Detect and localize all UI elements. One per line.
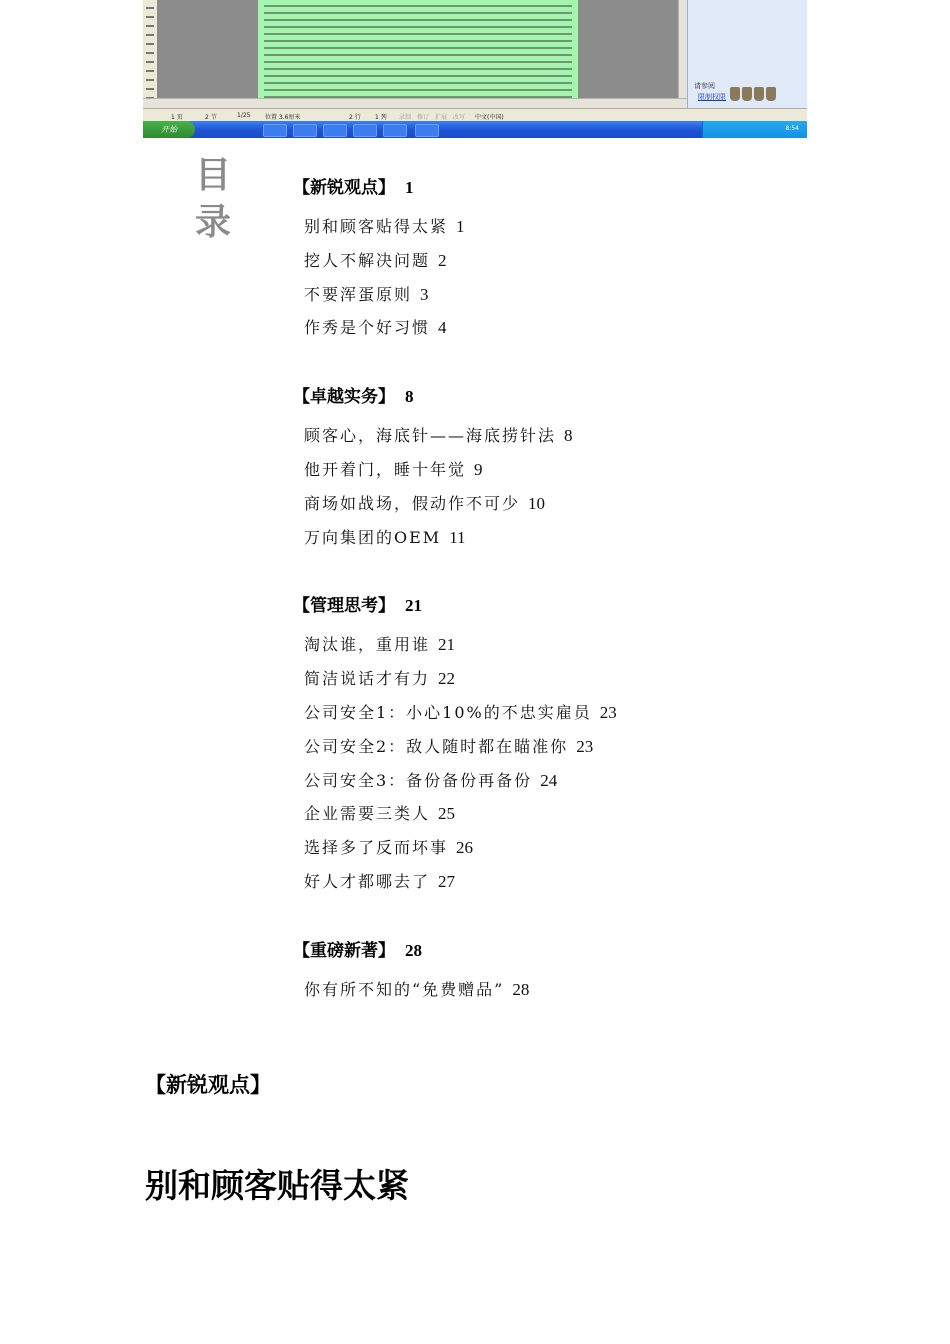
toc-entry-title: 淘汰谁，重用谁 bbox=[304, 635, 431, 655]
toc-entry-page: 3 bbox=[420, 284, 429, 304]
toc-entry-page: 11 bbox=[449, 527, 466, 547]
toc-entry-page: 21 bbox=[438, 635, 456, 655]
toc-entry-title: 别和顾客贴得太紧 bbox=[304, 217, 449, 236]
toc-section-heading[interactable] bbox=[293, 929, 813, 973]
left-toolbar bbox=[143, 0, 158, 98]
toc-entry-page: 9 bbox=[474, 459, 483, 479]
toc-section bbox=[293, 584, 813, 898]
toc-section-page: 28 bbox=[405, 940, 422, 960]
horizontal-scrollbar[interactable] bbox=[143, 98, 687, 108]
toc-entry-title: 选择多了反而坏事 bbox=[304, 838, 449, 858]
toc-entry[interactable] bbox=[293, 521, 813, 555]
toc-entry-page: 24 bbox=[540, 770, 558, 790]
toc-entry[interactable] bbox=[293, 797, 813, 831]
status-bar bbox=[143, 108, 807, 122]
status-mode-record[interactable]: 录制 bbox=[399, 114, 412, 121]
toc-section-heading[interactable] bbox=[293, 166, 813, 210]
toc-entry[interactable] bbox=[293, 628, 813, 662]
taskbar-window-button[interactable] bbox=[293, 124, 317, 137]
toc-section-heading[interactable] bbox=[293, 375, 813, 419]
toc-entry[interactable] bbox=[293, 419, 813, 453]
toc-section-page: 1 bbox=[405, 178, 414, 197]
toc-entry-title: 你有所不知的“免费赠品” bbox=[304, 979, 505, 999]
toc-entry[interactable] bbox=[293, 730, 813, 764]
toc-label bbox=[193, 152, 233, 246]
task-pane bbox=[687, 0, 807, 108]
status-line: 2 行 bbox=[349, 114, 361, 121]
toc-entry-page: 1 bbox=[456, 217, 465, 236]
toc-entry-page: 10 bbox=[528, 493, 546, 513]
toc-section-title: 【管理思考】 bbox=[293, 596, 395, 617]
toc-entry-page: 27 bbox=[438, 871, 456, 891]
taskbar-window-button[interactable] bbox=[323, 124, 347, 137]
document-workarea bbox=[157, 0, 685, 98]
status-section: 2 节 bbox=[205, 114, 217, 121]
table-of-contents bbox=[293, 166, 813, 1037]
status-page: 1 页 bbox=[171, 114, 183, 121]
toc-entry-title: 企业需要三类人 bbox=[304, 804, 431, 824]
status-mode-overtype[interactable]: 改写 bbox=[453, 114, 466, 121]
toc-entry[interactable] bbox=[293, 487, 813, 521]
toc-entry[interactable] bbox=[293, 311, 813, 345]
toc-entry-page: 4 bbox=[438, 318, 447, 338]
windows-taskbar bbox=[143, 121, 807, 138]
toc-entry[interactable] bbox=[293, 831, 813, 865]
status-position: 位置 3.6厘米 bbox=[265, 114, 301, 121]
toc-entry-page: 23 bbox=[599, 702, 617, 722]
toc-entry-title: 公司安全2：敌人随时都在瞄准你 bbox=[304, 736, 569, 756]
toc-section bbox=[293, 166, 813, 345]
toc-label-char: 目 bbox=[194, 154, 231, 196]
toc-entry-page: 22 bbox=[438, 669, 456, 689]
toc-entry-title: 顾客心，海底针——海底捞针法 bbox=[304, 426, 557, 446]
toc-section-page: 21 bbox=[405, 596, 422, 616]
start-button[interactable]: 开始 bbox=[143, 121, 195, 138]
toc-entry[interactable] bbox=[293, 210, 813, 244]
status-language: 中文(中国) bbox=[475, 114, 504, 121]
toc-entry[interactable] bbox=[293, 973, 813, 1007]
toc-entry-title: 作秀是个好习惯 bbox=[304, 318, 431, 338]
toc-entry-title: 万向集团的OEM bbox=[304, 527, 442, 547]
toc-entry-page: 2 bbox=[438, 250, 447, 270]
toc-entry-page: 8 bbox=[564, 426, 573, 446]
toc-section-title: 【重磅新著】 bbox=[293, 940, 395, 961]
embedded-word-screenshot bbox=[143, 0, 807, 138]
section-heading: 【新锐观点】 bbox=[145, 1073, 271, 1097]
taskbar-window-button[interactable] bbox=[263, 124, 287, 137]
plant-pots-icon bbox=[730, 86, 778, 105]
toc-entry-page: 28 bbox=[512, 979, 530, 999]
toc-section bbox=[293, 375, 813, 554]
toc-entry[interactable] bbox=[293, 244, 813, 278]
toc-entry[interactable] bbox=[293, 453, 813, 487]
taskbar-window-button[interactable] bbox=[353, 124, 377, 137]
toc-entry-title: 简洁说话才有力 bbox=[304, 669, 431, 689]
toc-entry[interactable] bbox=[293, 865, 813, 899]
toc-entry-title: 商场如战场，假动作不可少 bbox=[304, 493, 521, 513]
taskbar-window-button[interactable] bbox=[383, 124, 407, 137]
toc-entry-title: 好人才都哪去了 bbox=[304, 871, 431, 891]
status-mode-track[interactable]: 修订 bbox=[417, 114, 430, 121]
vertical-scrollbar[interactable] bbox=[678, 0, 687, 98]
taskpane-link[interactable]: 限制权限 bbox=[698, 93, 726, 101]
toc-entry-title: 他开着门，睡十年觉 bbox=[304, 459, 467, 479]
toc-section-heading[interactable] bbox=[293, 584, 813, 628]
toc-label-char: 录 bbox=[194, 201, 231, 243]
article-title: 别和顾客贴得太紧 bbox=[145, 1166, 409, 1205]
status-column: 1 列 bbox=[375, 114, 387, 121]
toc-entry-title: 不要浑蛋原则 bbox=[304, 284, 413, 304]
highlighted-document-page bbox=[258, 0, 578, 98]
toc-entry-title: 公司安全3：备份备份再备份 bbox=[304, 770, 533, 790]
toc-section-title: 【新锐观点】 bbox=[293, 178, 395, 198]
toc-entry[interactable] bbox=[293, 696, 813, 730]
taskbar-window-button-active[interactable] bbox=[415, 124, 439, 137]
toc-entry[interactable] bbox=[293, 662, 813, 696]
system-tray bbox=[702, 121, 807, 138]
toc-entry-page: 23 bbox=[576, 736, 594, 756]
toc-section-page: 8 bbox=[405, 387, 414, 407]
toc-section-title: 【卓越实务】 bbox=[293, 387, 395, 408]
toc-entry-page: 25 bbox=[438, 804, 456, 824]
taskpane-see-also: 请参阅 bbox=[694, 82, 715, 90]
toc-entry-page: 26 bbox=[456, 838, 474, 858]
tray-clock: 8:54 bbox=[785, 125, 799, 132]
toc-entry[interactable] bbox=[293, 278, 813, 312]
toc-entry-title: 挖人不解决问题 bbox=[304, 250, 431, 270]
toc-entry[interactable] bbox=[293, 764, 813, 798]
toc-entry-title: 公司安全1：小心10%的不忠实雇员 bbox=[304, 702, 592, 722]
status-page-count: 1/25 bbox=[237, 112, 251, 119]
status-mode-extend[interactable]: 扩展 bbox=[435, 114, 448, 121]
toc-section bbox=[293, 929, 813, 1007]
